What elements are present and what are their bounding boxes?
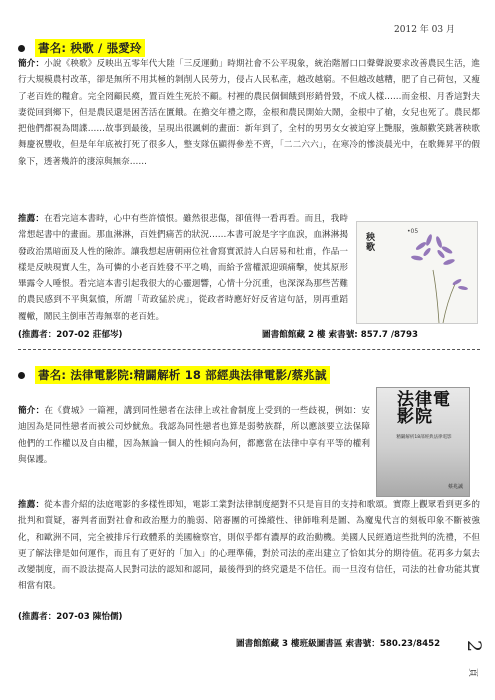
book2-title: 書名: 法律電影院:精闢解析 18 部經典法律電影/蔡兆誠	[35, 366, 330, 384]
book1-recommend	[18, 211, 348, 325]
book2-callno: 圖書館館藏 3 樓班級圖書區 索書號：580.23/8452	[236, 639, 441, 649]
book2-summary-text: 在《費城》一篇裡，講到同性戀者在法律上或社會制度上受到的一些歧視，例如：安迪因為是同性戀者而被公司炒魷魚。我認為同性戀者也算是弱勢族群，所以應該要立法保障他們的工作權以及自由權，因為無論一個人的性傾向為何，都應當在法律中享有平等的權利與保護。	[18, 406, 370, 465]
book1-cover-title: 秧歌	[364, 232, 374, 252]
book2-recommend	[18, 497, 480, 595]
book1-summary	[18, 56, 480, 170]
book1-summary-label: 簡介：	[18, 59, 45, 69]
book2-cover-author: 蔡兆誠	[447, 484, 463, 490]
book2-recommender: (推薦者：207-03 陳怡儒)	[18, 612, 123, 622]
page-number-value: 2	[463, 640, 485, 653]
book2-summary	[18, 403, 370, 468]
book1-recommend-label: 推薦：	[18, 214, 45, 224]
book2-cover-subtitle: 精闢解析18部經典法律電影	[396, 435, 452, 440]
bullet-icon	[18, 45, 25, 52]
book1-heading	[18, 39, 145, 57]
book1-cover-series: •05	[407, 228, 419, 235]
book1-title: 書名: 秧歌 / 張愛玲	[35, 39, 145, 57]
book2-cover	[376, 387, 470, 497]
book1-recommender: (推薦者：207-02 莊郁岑)	[18, 330, 123, 340]
page-number-label: 頁	[467, 667, 478, 678]
book2-recommend-text: 從本書介紹的法庭電影的多樣性即知，電影工業對法律制度絕對不只是盲目的支持和歌頌。實際上觀眾看到更多的批判和質疑，審判者面對社會和政治壓力的脆弱、陪審團的可操縱性、律師唯利是圖、為魔鬼代言的刻板印象不斷被強化，和歐洲不同，完全被排斥行政體系的美國檢察官，則似乎都有濃厚的政治動機。美國人民經過這些批判的洗禮，不但更了解法律是如何運作，而且有了更好的「加入」的心理準備，對於司法的產出建立了恰如其分的期待值。花再多力氣去改變制度，而不設法提高人民對司法的認知和認同，最後得到的終究還是不信任。而一旦沒有信任，司法的社會功能其實相當有限。	[18, 500, 480, 592]
book2-heading	[18, 366, 330, 384]
book1-summary-text: 小說《秧歌》反映出五零年代大陸「三反運動」時期社會不公平現象，統治階層口口聲聲說要求改善農民生活，進行大規模農村改革，卻是無所不用其極的剝削人民勞力，侵占人民私產，越改越窮。不但越改越糟，肥了自己荷包，又瘦了老百姓的糧倉。完全罔顧民瘼，置百姓生死於不顧。村裡的農民個個餓到形銷骨毀，不成人樣……而金根、月香這對夫妻從回到鄉下，但是農民還是困苦活在匱餓。在擔交年禮之際，金根和農民開始大鬧，金根中了槍，女兒也死了。農民都把他們都視為間諜……故事到最後，呈現出很諷刺的畫面：新年到了，全村的男男女女被迫穿上艷服，強顏歡笑跳著秧歌舞慶祝豐收，但是年年底被打死了很多人，整支隊伍顯得參差不齊，「二二六六」，在寒冷的慘淡晨光中，在歌舞昇平的假象下，透著幾許的淒涼與無奈……	[18, 59, 480, 167]
book1-cover	[356, 221, 478, 324]
section-divider	[18, 349, 480, 350]
bullet-icon	[18, 372, 25, 379]
issue-date: 2012 年 03 月	[394, 25, 455, 35]
book2-summary-label: 簡介：	[18, 406, 45, 416]
book2-recommend-label: 推薦：	[18, 500, 45, 510]
book1-callno: 圖書館館藏 2 樓 索書號: 857.7 /8793	[262, 330, 418, 340]
book2-cover-title: 法律電影院	[397, 390, 451, 427]
book1-recommend-text: 在看完這本書時，心中有些許憤恨。雖然很悲傷，卻值得一看再看。而且，我時常想起書中的畫面。那血淋淋，百姓們痛苦的狀況……本書可說是字字血淚，血淋淋揭發政治黑暗面及人性的險詐。讓我想起唐朝兩位社會寫實派詩人白居易和杜甫，作品一樣是反映現實人生，為可憐的小老百姓發不平之鳴，而給予當權派迎頭痛擊，使其原形畢露令人唾恨。看完這本書引起我很大的心靈迴響，心情十分沉重，也深深為那些苦難的農民感到不平與氣憤，所謂「苛政猛於虎」，從政者時應好好反省這句話，別再重蹈覆轍，鬧民主倒車苦毒無辜的老百姓。	[18, 214, 348, 322]
page-number	[465, 640, 485, 686]
